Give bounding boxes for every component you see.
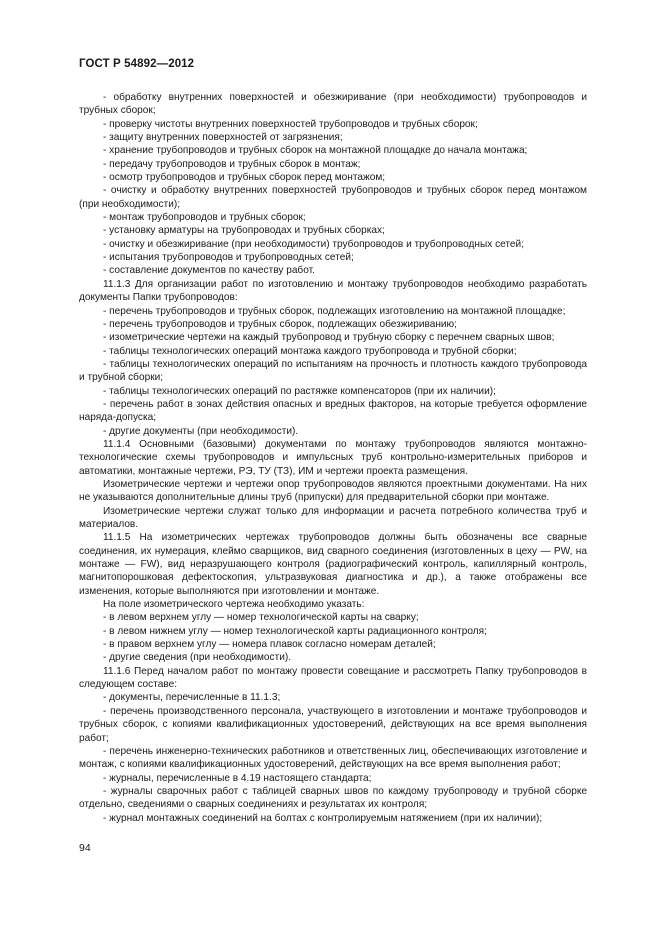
body-paragraph: - журнал монтажных соединений на болтах с контролируемым натяжением (при их наличии); (103, 812, 543, 824)
body-paragraph: - изометрические чертежи на каждый трубопровод и трубную сборку с перечнем сварных швов; (103, 332, 555, 344)
body-paragraph: Изометрические чертежи служат только для информации и расчета потребного количества труб и материалов. (79, 505, 587, 530)
body-paragraph: - защиту внутренних поверхностей от загрязнения; (103, 132, 343, 144)
body-paragraph: - таблицы технологических операций по растяжке компенсаторов (при их наличии); (103, 385, 496, 397)
body-paragraph: - другие документы (при необходимости). (103, 425, 299, 437)
body-paragraph: - хранение трубопроводов и трубных сборок на монтажной площадке до начала монтажа; (103, 145, 528, 157)
body-paragraph: - перечень инженерно-технических работников и ответственных лиц, обеспечивающих изготовление и монтаж, с копиями квалификационных удостоверений, действующих на все время выполнения работ; (79, 745, 587, 771)
body-paragraph: - таблицы технологических операций по испытаниям на прочность и плотность каждого трубопровода и трубной сборки; (79, 358, 587, 384)
page-number: 94 (79, 842, 91, 854)
standard-header: ГОСТ Р 54892—2012 (79, 58, 195, 70)
body-paragraph: - обработку внутренних поверхностей и обезжиривание (при необходимости) трубопроводов и трубных сборок; (79, 92, 587, 117)
body-paragraph: - установку арматуры на трубопроводах и трубных сборках; (103, 225, 385, 237)
body-paragraph: - проверку чистоты внутренних поверхностей трубопроводов и трубных сборок; (103, 118, 478, 130)
body-paragraph: 11.1.4 Основными (базовыми) документами по монтажу трубопроводов являются монтажно-технологические схемы трубопроводов и импульсных труб контрольно-измерительных приборов и автоматики, монтажные чертежи, РЭ, ТУ (ТЗ), ИМ и чертежи проекта размещения. (79, 438, 587, 477)
body-paragraph: - очистку и обработку внутренних поверхностей трубопроводов и трубных сборок перед монтажом (при необходимости); (79, 185, 587, 210)
body-paragraph: - документы, перечисленные в 11.1.3; (103, 692, 281, 704)
body-paragraph: - осмотр трубопроводов и трубных сборок перед монтажом; (103, 172, 386, 184)
body-paragraph: - в левом нижнем углу — номер технологической карты радиационного контроля; (103, 625, 487, 637)
body-paragraph: - очистку и обезжиривание (при необходимости) трубопроводов и трубопроводных сетей; (103, 238, 524, 250)
body-text (79, 91, 587, 825)
body-paragraph: - испытания трубопроводов и трубопроводных сетей; (103, 252, 354, 264)
body-paragraph: - составление документов по качеству работ. (103, 265, 315, 277)
body-paragraph: 11.1.3 Для организации работ по изготовлению и монтажу трубопроводов необходимо разработать документы Папки трубопроводов: (79, 278, 587, 304)
body-paragraph: - передачу трубопроводов и трубных сборок в монтаж; (103, 158, 361, 170)
body-paragraph: 11.1.6 Перед началом работ по монтажу провести совещание и рассмотреть Папку трубопроводов в следующем составе: (79, 665, 587, 691)
body-paragraph: - перечень трубопроводов и трубных сборок, подлежащих изготовлению на монтажной площадке; (103, 305, 566, 317)
body-paragraph: - перечень работ в зонах действия опасных и вредных факторов, на которые требуется оформление наряда-допуска; (79, 398, 587, 424)
body-paragraph: - таблицы технологических операций монтажа каждого трубопровода и трубной сборки; (103, 345, 517, 357)
body-paragraph: - другие сведения (при необходимости). (103, 652, 292, 664)
body-paragraph: - журналы, перечисленные в 4.19 настоящего стандарта; (103, 772, 372, 784)
body-paragraph: - в правом верхнем углу — номера плавок согласно номерам деталей; (103, 639, 436, 651)
body-paragraph: На поле изометрического чертежа необходимо указать: (103, 599, 365, 611)
body-paragraph: Изометрические чертежи и чертежи опор трубопроводов являются проектными документами. На них не указываются дополнительные длины труб (припуски) для предварительной сборки при монтаже. (79, 478, 587, 504)
body-paragraph: - в левом верхнем углу — номер технологической карты на сварку; (103, 612, 419, 624)
body-paragraph: 11.1.5 На изометрических чертежах трубопроводов должны быть обозначены все сварные соединения, их нумерация, клеймо сварщиков, вид сварного соединения (изготовленных в цеху — PW, на монтаже — FW), вид неразрушающего контроля (радиографический контроль, капиллярный контроль, магнитопорошковая дефектоскопия, ультразвуковая диагностика и др.), а также отображены все изменения, которые выполняются при изготовлении и монтаже. (79, 532, 587, 597)
body-paragraph: - монтаж трубопроводов и трубных сборок; (103, 212, 306, 224)
body-paragraph: - журналы сварочных работ с таблицей сварных швов по каждому трубопроводу и трубной сборке отдельно, сведениями о сварных соединениях и результатах их контроля; (79, 785, 587, 811)
body-paragraph: - перечень трубопроводов и трубных сборок, подлежащих обезжириванию; (103, 318, 457, 330)
body-paragraph: - перечень производственного персонала, участвующего в изготовлении и монтаже трубопроводов и трубных сборок, с копиями квалификационных удостоверений, действующих на все время выполнения работ; (79, 705, 587, 744)
